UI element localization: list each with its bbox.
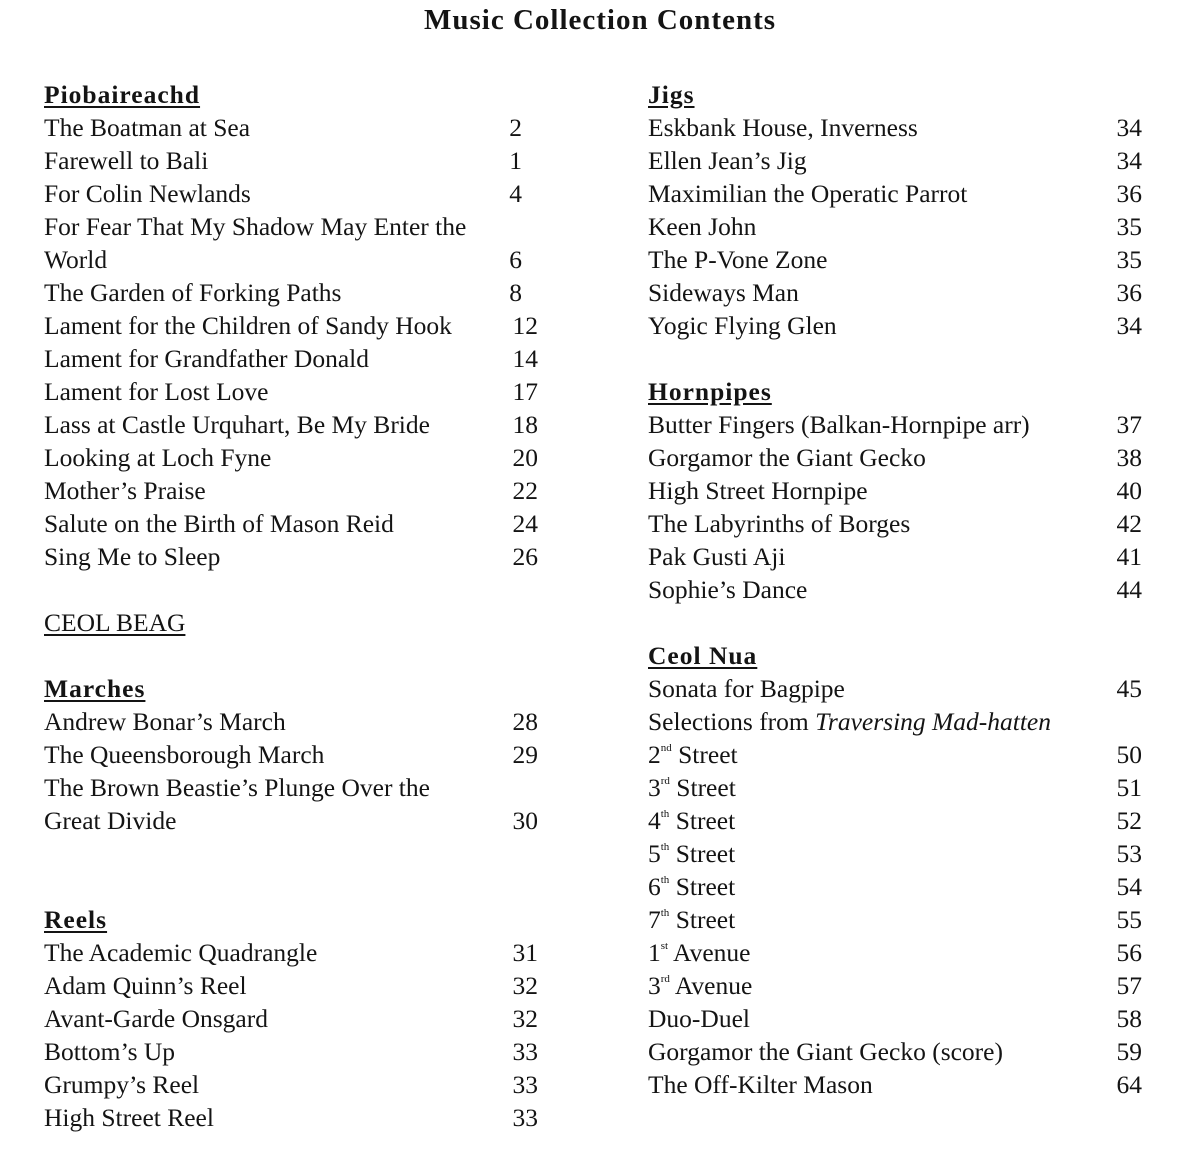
contents-entry	[648, 969, 1142, 1002]
entry-title: For Fear That My Shadow May Enter the	[44, 212, 467, 241]
entry-page: 34	[1116, 146, 1142, 175]
section-heading-reels: Reels	[44, 905, 108, 934]
entry-page: 54	[1116, 872, 1142, 901]
section-heading-jigs: Jigs	[648, 80, 695, 109]
entry-title: 4th Street	[648, 806, 736, 835]
entry-page: 38	[1116, 443, 1142, 472]
ordinal-suffix: st	[660, 939, 669, 952]
hornpipes-list	[648, 408, 1142, 606]
entry-title: Lass at Castle Urquhart, Be My Bride	[44, 410, 430, 439]
entry-title: Yogic Flying Glen	[648, 311, 837, 340]
entry-title: Bottom’s Up	[44, 1037, 176, 1066]
entry-title: The Off-Kilter Mason	[648, 1070, 873, 1099]
contents-entry	[44, 309, 538, 342]
contents-entry	[648, 936, 1142, 969]
ceol-nua-list	[648, 738, 1142, 1002]
contents-entry	[44, 540, 538, 573]
contents-entry	[648, 243, 1142, 276]
entry-page: 31	[512, 938, 538, 967]
contents-entry	[44, 771, 538, 804]
entry-page: 35	[1116, 245, 1142, 274]
reels-list	[44, 936, 538, 1134]
entry-title: High Street Hornpipe	[648, 476, 868, 505]
contents-entry	[44, 705, 538, 738]
entry-page: 45	[1116, 674, 1142, 703]
entry-page: 8	[509, 278, 522, 307]
entry-title: The Garden of Forking Paths	[44, 278, 342, 307]
entry-title: Sing Me to Sleep	[44, 542, 221, 571]
jigs-list	[648, 111, 1142, 342]
entry-page: 20	[512, 443, 538, 472]
contents-entry	[648, 870, 1142, 903]
entry-page: 36	[1116, 179, 1142, 208]
contents-entry	[648, 573, 1142, 606]
entry-title: The Labyrinths of Borges	[648, 509, 911, 538]
entry-title: Butter Fingers (Balkan-Hornpipe arr)	[648, 410, 1030, 439]
contents-entry	[648, 474, 1142, 507]
contents-entry	[648, 771, 1142, 804]
contents-entry	[648, 1002, 1142, 1035]
entry-title: Salute on the Birth of Mason Reid	[44, 509, 394, 538]
entry-page: 51	[1116, 773, 1142, 802]
entry-page: 58	[1116, 1004, 1142, 1033]
entry-title: High Street Reel	[44, 1103, 214, 1132]
entry-title: Looking at Loch Fyne	[44, 443, 272, 472]
entry-page: 6	[509, 245, 522, 274]
contents-entry	[44, 1068, 538, 1101]
contents-entry	[44, 936, 538, 969]
contents-entry	[44, 144, 538, 177]
selections-work-title: Traversing Mad-hatten	[815, 707, 1052, 736]
entry-title: The Brown Beastie’s Plunge Over the	[44, 773, 430, 802]
contents-entry	[44, 738, 538, 771]
entry-title: Ellen Jean’s Jig	[648, 146, 807, 175]
entry-title: Keen John	[648, 212, 757, 241]
entry-title: Sophie’s Dance	[648, 575, 808, 604]
entry-title: Andrew Bonar’s March	[44, 707, 286, 736]
entry-title: Lament for the Children of Sandy Hook	[44, 311, 452, 340]
entry-page: 1	[509, 146, 522, 175]
contents-entry	[44, 1101, 538, 1134]
contents-entry	[648, 210, 1142, 243]
contents-entry	[648, 672, 1142, 705]
entry-title: Adam Quinn’s Reel	[44, 971, 247, 1000]
entry-title: 3rd Avenue	[648, 971, 753, 1000]
contents-entry	[44, 804, 538, 837]
entry-title: 7th Street	[648, 905, 736, 934]
entry-title: Sideways Man	[648, 278, 799, 307]
entry-page: 30	[512, 806, 538, 835]
entry-title: Sonata for Bagpipe	[648, 674, 845, 703]
entry-title: Eskbank House, Inverness	[648, 113, 918, 142]
ordinal-suffix: th	[660, 873, 670, 886]
ordinal-suffix: th	[660, 807, 670, 820]
selections-line	[648, 705, 1142, 738]
entry-title: Avant-Garde Onsgard	[44, 1004, 268, 1033]
entry-page: 2	[509, 113, 522, 142]
entry-title: 1st Avenue	[648, 938, 751, 967]
entry-page: 42	[1116, 509, 1142, 538]
entry-title: Lament for Lost Love	[44, 377, 269, 406]
entry-title: Pak Gusti Aji	[648, 542, 786, 571]
entry-page: 64	[1116, 1070, 1142, 1099]
contents-entry	[44, 408, 538, 441]
contents-entry	[648, 144, 1142, 177]
entry-title: 3rd Street	[648, 773, 736, 802]
entry-page: 24	[512, 509, 538, 538]
contents-entry	[648, 276, 1142, 309]
entry-page: 4	[509, 179, 522, 208]
contents-entry	[44, 243, 538, 276]
contents-entry	[648, 111, 1142, 144]
contents-entry	[44, 210, 538, 243]
entry-page: 12	[512, 311, 538, 340]
section-heading-ceol-nua: Ceol Nua	[648, 641, 758, 670]
entry-page: 56	[1116, 938, 1142, 967]
contents-entry	[44, 441, 538, 474]
contents-entry	[44, 969, 538, 1002]
contents-entry	[44, 177, 538, 210]
section-heading-ceol-beag: CEOL BEAG	[44, 608, 186, 637]
left-column	[44, 78, 538, 1134]
entry-page: 41	[1116, 542, 1142, 571]
entry-title: Lament for Grandfather Donald	[44, 344, 369, 373]
entry-page: 17	[512, 377, 538, 406]
contents-entry	[44, 507, 538, 540]
contents-entry	[648, 738, 1142, 771]
contents-entry	[44, 342, 538, 375]
contents-entry	[44, 1035, 538, 1068]
contents-entry	[44, 1002, 538, 1035]
entry-page: 52	[1116, 806, 1142, 835]
contents-entry	[44, 276, 538, 309]
entry-title: Mother’s Praise	[44, 476, 206, 505]
entry-page: 57	[1116, 971, 1142, 1000]
ordinal-suffix: nd	[660, 741, 672, 754]
marches-list	[44, 705, 538, 837]
entry-page: 14	[512, 344, 538, 373]
piobaireachd-list	[44, 111, 538, 573]
entry-page: 22	[512, 476, 538, 505]
entry-title: For Colin Newlands	[44, 179, 251, 208]
entry-page: 33	[512, 1070, 538, 1099]
ceol-nua-list-more	[648, 1002, 1142, 1101]
entry-page: 34	[1116, 113, 1142, 142]
right-column	[648, 78, 1142, 1101]
entry-page: 55	[1116, 905, 1142, 934]
entry-page: 32	[512, 1004, 538, 1033]
entry-title: World	[44, 245, 108, 274]
entry-title: Gorgamor the Giant Gecko (score)	[648, 1037, 1003, 1066]
entry-title: Great Divide	[44, 806, 177, 835]
entry-page: 35	[1116, 212, 1142, 241]
contents-entry	[648, 1068, 1142, 1101]
entry-page: 40	[1116, 476, 1142, 505]
entry-page: 26	[512, 542, 538, 571]
contents-entry	[648, 1035, 1142, 1068]
entry-page: 36	[1116, 278, 1142, 307]
contents-entry	[648, 540, 1142, 573]
entry-title: 6th Street	[648, 872, 736, 901]
page-title: Music Collection Contents	[423, 4, 777, 36]
entry-title: Gorgamor the Giant Gecko	[648, 443, 926, 472]
entry-page: 32	[512, 971, 538, 1000]
contents-entry	[44, 111, 538, 144]
entry-title: The P-Vone Zone	[648, 245, 828, 274]
entry-page: 28	[512, 707, 538, 736]
entry-page: 44	[1116, 575, 1142, 604]
ordinal-suffix: rd	[660, 774, 670, 787]
entry-title: Maximilian the Operatic Parrot	[648, 179, 968, 208]
entry-page: 37	[1116, 410, 1142, 439]
ordinal-suffix: rd	[660, 972, 670, 985]
contents-entry	[648, 408, 1142, 441]
entry-page: 29	[512, 740, 538, 769]
entry-title: The Academic Quadrangle	[44, 938, 318, 967]
entry-title: Farewell to Bali	[44, 146, 209, 175]
contents-entry	[648, 837, 1142, 870]
entry-page: 34	[1116, 311, 1142, 340]
ordinal-suffix: th	[660, 840, 670, 853]
ordinal-suffix: th	[660, 906, 670, 919]
entry-title: 2nd Street	[648, 740, 738, 769]
entry-title: The Boatman at Sea	[44, 113, 251, 142]
section-heading-marches: Marches	[44, 674, 146, 703]
entry-page: 18	[512, 410, 538, 439]
entry-page: 50	[1116, 740, 1142, 769]
contents-entry	[648, 309, 1142, 342]
contents-entry	[44, 474, 538, 507]
section-heading-hornpipes: Hornpipes	[648, 377, 772, 406]
entry-title: Grumpy’s Reel	[44, 1070, 200, 1099]
contents-entry	[648, 804, 1142, 837]
entry-page: 59	[1116, 1037, 1142, 1066]
contents-entry	[648, 441, 1142, 474]
section-heading-piobaireachd: Piobaireachd	[44, 80, 201, 109]
entry-title: Duo-Duel	[648, 1004, 750, 1033]
contents-entry	[648, 903, 1142, 936]
contents-entry	[44, 375, 538, 408]
contents-entry	[648, 177, 1142, 210]
entry-page: 33	[512, 1103, 538, 1132]
selections-prefix: Selections from	[648, 707, 816, 736]
entry-page: 33	[512, 1037, 538, 1066]
entry-title: The Queensborough March	[44, 740, 325, 769]
contents-entry	[648, 507, 1142, 540]
entry-page: 53	[1116, 839, 1142, 868]
entry-title: 5th Street	[648, 839, 736, 868]
